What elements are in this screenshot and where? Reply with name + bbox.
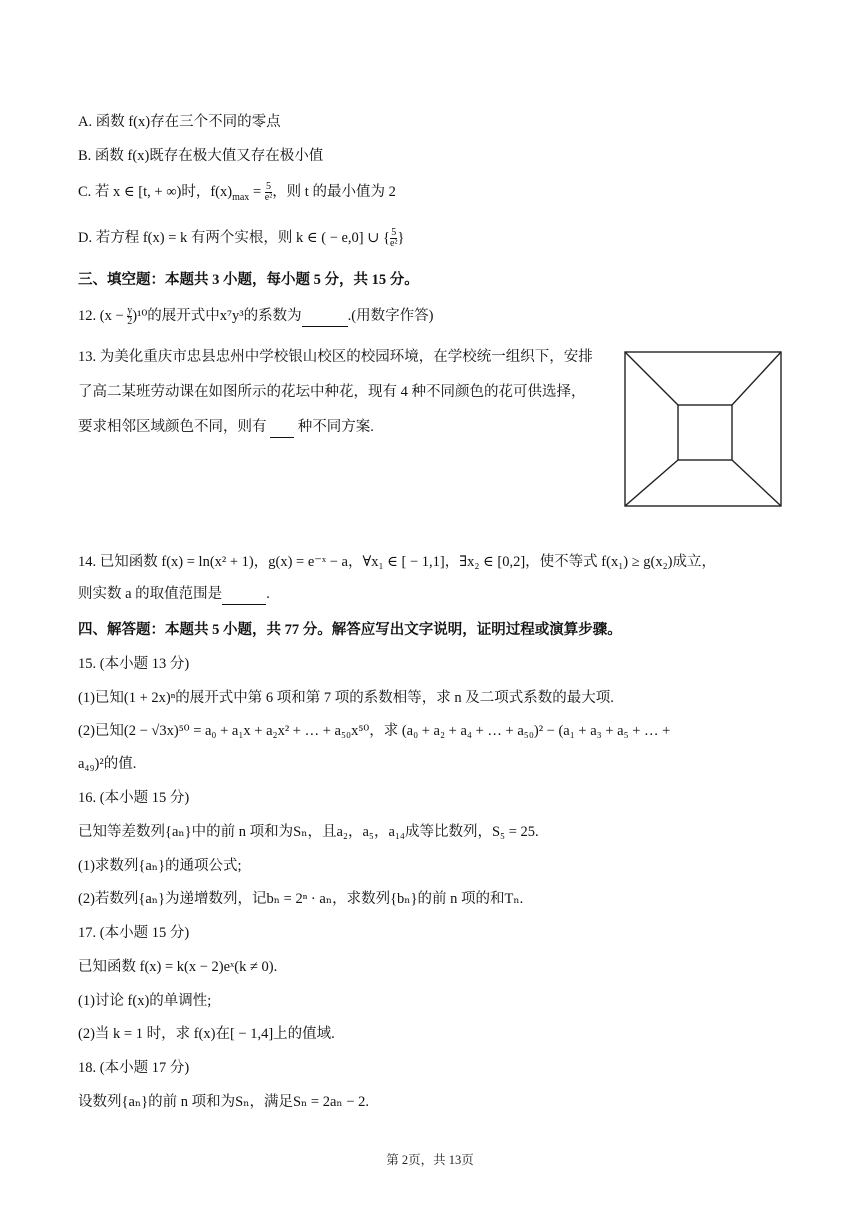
q12-denominator: 2 — [127, 316, 133, 328]
option-d-numerator: 5 — [391, 227, 397, 239]
page-footer: 第 2页，共 13页 — [386, 1153, 474, 1167]
q13-line-2: 了高二某班劳动课在如图所示的花坛中种花，现有 4 种不同颜色的花可供选择， — [78, 384, 586, 400]
q12-pre: 12. (x − — [78, 308, 128, 324]
option-d-tail: } — [397, 230, 405, 246]
q18-title: 18. (本小题 17 分) — [78, 1060, 190, 1076]
q17-title: 17. (本小题 15 分) — [78, 925, 190, 941]
question-13-line-3 — [78, 417, 374, 438]
q14-answer-blank — [222, 584, 266, 605]
diagonal-top-right — [732, 352, 781, 405]
option-c-text: C. 若 x ∈ [t, + ∞)时，f(x) — [78, 184, 233, 200]
question-12 — [78, 306, 433, 327]
q17-part-2: (2)当 k = 1 时，求 f(x)在[ − 1,4]上的值域. — [78, 1026, 335, 1042]
q13-answer-blank — [270, 417, 294, 438]
q17-statement: 已知函数 f(x) = k(x − 2)eˣ(k ≠ 0). — [78, 959, 278, 975]
q18-statement: 设数列{aₙ}的前 n 项和为Sₙ，满足Sₙ = 2aₙ − 2. — [78, 1094, 369, 1110]
q12-numerator: y — [127, 305, 133, 317]
option-a: A. 函数 f(x)存在三个不同的零点 — [78, 114, 281, 130]
option-d — [78, 228, 404, 249]
q16-statement: 已知等差数列{aₙ}中的前 n 项和为Sₙ，且a₂，a₅，a₁₄成等比数列，S₅ = 25. — [78, 824, 539, 840]
option-d-text: D. 若方程 f(x) = k 有两个实根，则 k ∈ ( − e,0] ∪ { — [78, 230, 390, 246]
q17-part-1: (1)讨论 f(x)的单调性; — [78, 993, 212, 1009]
option-c-sub: max — [232, 191, 250, 203]
section-4-heading: 四、解答题：本题共 5 小题，共 77 分。解答应写出文字说明，证明过程或演算步骤。 — [78, 622, 622, 638]
q12-tail: .(用数字作答) — [347, 308, 434, 324]
q15-part-1: (1)已知(1 + 2x)ⁿ的展开式中第 6 项和第 7 项的系数相等，求 n 及二项式系数的最大项. — [78, 690, 614, 706]
option-d-denominator: e² — [390, 238, 398, 250]
q13-line-3-pre: 要求相邻区域颜色不同，则有 — [78, 419, 271, 435]
diagonal-bottom-right — [732, 460, 781, 506]
diagonal-top-left — [625, 352, 678, 405]
q13-line-3-post: 种不同方案. — [294, 419, 374, 435]
option-b: B. 函数 f(x)既存在极大值又存在极小值 — [78, 148, 324, 164]
option-c-denominator: e² — [264, 192, 273, 204]
q12-answer-blank — [302, 306, 348, 327]
q16-title: 16. (本小题 15 分) — [78, 790, 190, 806]
flower-bed-diagram — [624, 351, 782, 507]
q14-line-2-pre: 则实数 a 的取值范围是 — [78, 586, 223, 602]
q13-line-1: 13. 为美化重庆市忠县忠州中学校银山校区的校园环境，在学校统一组织下，安排 — [78, 349, 593, 365]
q15-part-2: (2)已知(2 − √3x)⁵⁰ = a₀ + a₁x + a₂x² + … + a₅₀x⁵⁰，求 (a₀ + a₂ + a₄ + … + a₅₀)² − (a₁ + a₃ + a₅ + … + — [78, 723, 671, 739]
q15-title: 15. (本小题 13 分) — [78, 656, 190, 672]
inner-square — [678, 405, 732, 460]
q12-post: )¹⁰的展开式中x⁷y³的系数为 — [132, 308, 302, 324]
option-c-tail: ，则 t 的最小值为 2 — [272, 184, 396, 200]
question-14-line-2 — [78, 584, 270, 605]
option-c-numerator: 5 — [265, 181, 271, 193]
section-3-heading: 三、填空题：本题共 3 小题，每小题 5 分，共 15 分。 — [78, 272, 419, 288]
q14-line-1: 14. 已知函数 f(x) = ln(x² + 1)，g(x) = e⁻ˣ − a，∀x₁ ∈ [ − 1,1]，∃x₂ ∈ [0,2]，使不等式 f(x₁) ≥ g(x₂)成立， — [78, 554, 716, 570]
option-c-eq: = — [249, 184, 265, 200]
diagonal-bottom-left — [625, 460, 678, 506]
q16-part-1: (1)求数列{aₙ}的通项公式; — [78, 858, 242, 874]
q14-line-2-post: . — [266, 586, 270, 602]
q15-part-2-cont: a₄₉)²的值. — [78, 756, 137, 772]
q16-part-2: (2)若数列{aₙ}为递增数列，记bₙ = 2ⁿ · aₙ，求数列{bₙ}的前 n 项的和Tₙ. — [78, 891, 524, 907]
option-c — [78, 182, 396, 208]
